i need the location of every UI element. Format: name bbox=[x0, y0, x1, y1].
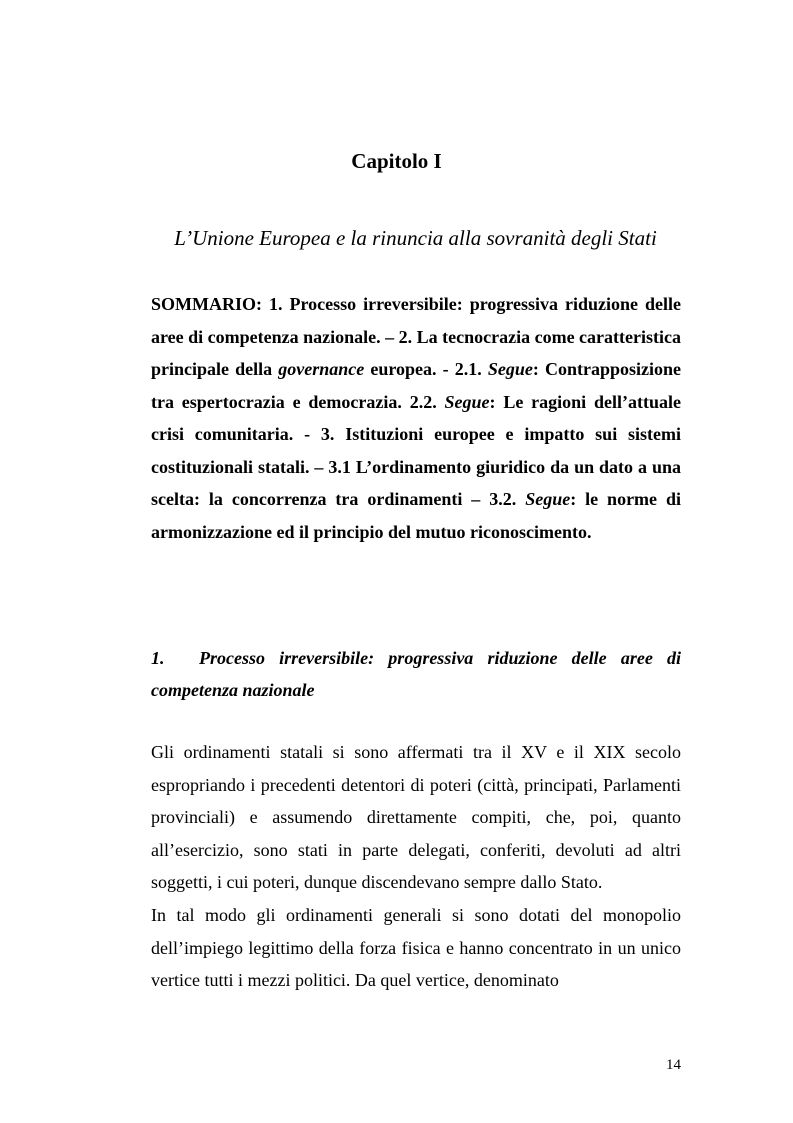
section-title: Processo irreversibile: progressiva riduzione delle aree di competenza nazionale bbox=[151, 648, 681, 700]
summary-text-4: : Le ragioni dell’attuale crisi comunitaria. - 3. Istituzioni europee e impatto sui sistemi costituzionali statali. – 3.1 L’ordinamento giuridico da un dato a una scelta: la concorrenza tra ordinamenti – 3.2. bbox=[151, 391, 681, 509]
summary-segue-1: Segue bbox=[487, 359, 533, 379]
section-heading bbox=[151, 642, 681, 706]
body-paragraph-2: In tal modo gli ordinamenti generali si sono dotati del monopolio dell’impiego legittimo della forza fisica e hanno concentrato in un unico vertice tutti i mezzi politici. Da quel vertice, denominato bbox=[151, 904, 681, 991]
summary-text-3: : Contrapposizione tra espertocrazia e democrazia. 2.2. bbox=[151, 359, 681, 412]
summary-segue-3: Segue bbox=[525, 489, 571, 509]
section-number: 1. bbox=[151, 648, 165, 668]
summary-segue-2: Segue bbox=[444, 391, 490, 412]
summary-text-2: europea. - 2.1. bbox=[364, 359, 488, 379]
page-number: 14 bbox=[666, 1057, 681, 1073]
body-text bbox=[151, 736, 681, 997]
chapter-summary bbox=[151, 288, 681, 548]
summary-text-5: : le norme di armonizzazione ed il principio del mutuo riconoscimento. bbox=[151, 489, 681, 542]
chapter-title: L’Unione Europea e la rinuncia alla sovranità degli Stati bbox=[174, 226, 657, 250]
summary-governance: governance bbox=[278, 359, 365, 379]
body-paragraph-1: Gli ordinamenti statali si sono affermati tra il XV e il XIX secolo espropriando i precedenti detentori di poteri (città, principati, Parlamenti provinciali) e assumendo direttamente compiti, che, poi, quanto all’esercizio, sono stati in parte delegati, conferiti, devoluti ad altri soggetti, i cui poteri, dunque discendevano sempre dallo Stato. bbox=[151, 742, 681, 893]
summary-text-1: SOMMARIO: 1. Processo irreversibile: progressiva riduzione delle aree di competenza nazionale. – 2. La tecnocrazia come caratteristica principale della bbox=[151, 294, 681, 379]
chapter-label: Capitolo I bbox=[351, 149, 442, 173]
